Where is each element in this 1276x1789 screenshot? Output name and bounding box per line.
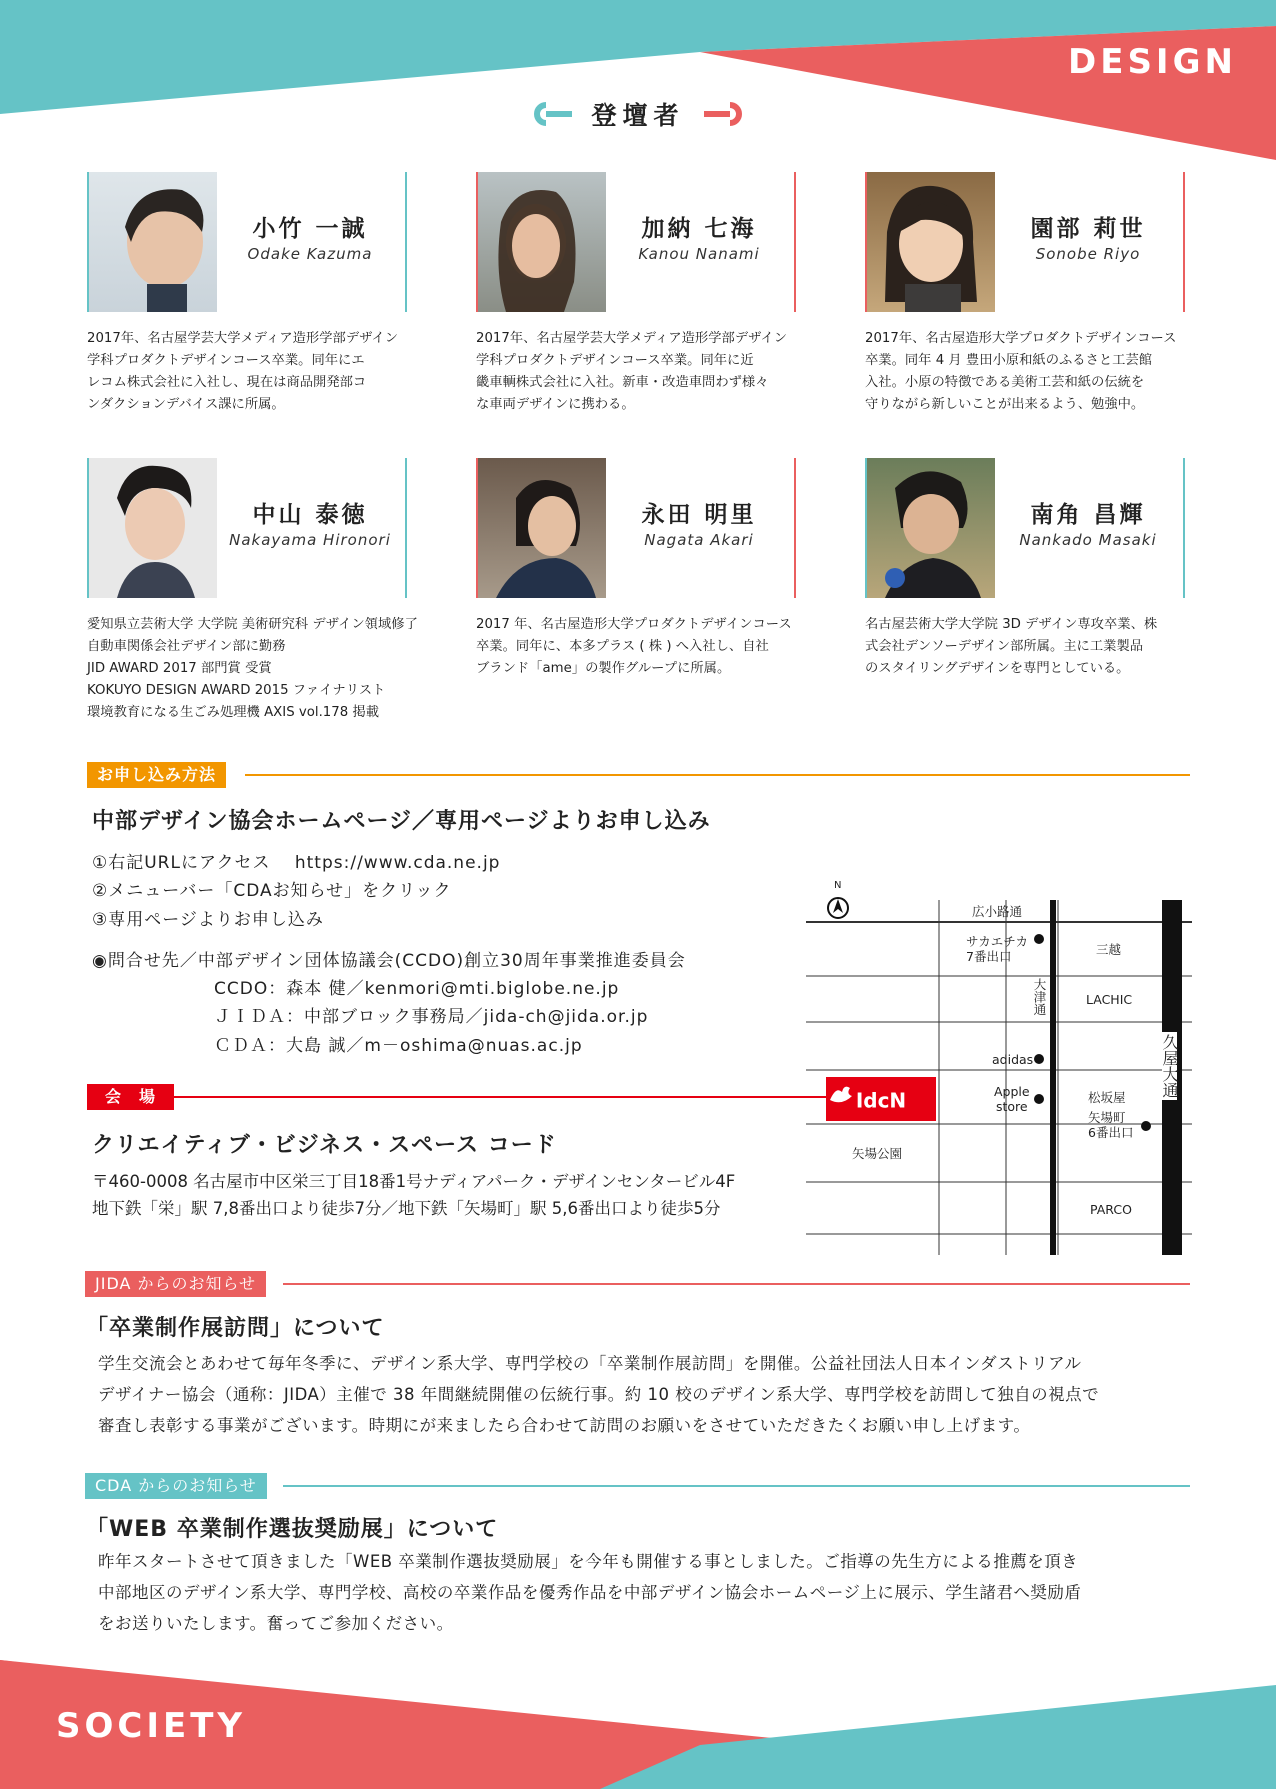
apply-step: ①右記URLにアクセス https://www.cda.ne.jp (92, 853, 501, 873)
apply-tag: お申し込み方法 (87, 762, 226, 788)
map-hirokoji: 広小路通 (972, 904, 1023, 919)
speaker-roman: Odake Kazuma (247, 245, 373, 263)
cda-tag: CDA からのお知らせ (85, 1473, 267, 1499)
brand-society: SOCIETY (56, 1706, 247, 1746)
contact-line: ＣＤＡ：大島 誠／m－oshima@nuas.ac.jp (214, 1036, 583, 1056)
venue-name: クリエイティブ・ビジネス・スペース コード (92, 1133, 557, 1158)
map-sakae-exit: サカエチカ 7番出口 (966, 934, 1029, 964)
map-adidas: adidas (992, 1052, 1034, 1067)
speaker-bio: 2017年、名古屋学芸大学メディア造形学部デザイン 学科プロダクトデザインコース卒業。同年にエ レコム株式会社に入社し、現在は商品開発部コ ンダクションデバイス課に所属。 (87, 331, 399, 412)
venue-address: 〒460-0008 名古屋市中区栄三丁目18番1号ナディアパーク・デザインセンタービル4F (92, 1172, 736, 1191)
speaker-name: 南角 昌輝 (1030, 502, 1146, 528)
speaker-name: 園部 莉世 (1030, 216, 1146, 242)
speaker-roman: Nankado Masaki (1019, 531, 1157, 549)
jida-body: 学生交流会とあわせて毎年冬季に、デザイン系大学、専門学校の「卒業制作展訪問」を開催。公益社団法人日本インダストリアル デザイナー協会（通称：JIDA）主催で 38 年間継続開催の伝統行事。約 10 校のデザイン系大学、専門学校を訪問して独自の視点で 審査し表彰する事業がございます。時期にが来ましたら合わせて訪問のお願いをさせていただきたくお願い申し上げます。 (98, 1354, 1100, 1435)
cda-heading: 「WEB 卒業制作選抜奨励展」について (86, 1517, 499, 1542)
speaker-bio: 愛知県立芸術大学 大学院 美術研究科 デザイン領域修了 自動車関係会社デザイン部に勤務 JID AWARD 2017 部門賞 受賞 KOKUYO DESIGN AWARD 2015 ファイナリスト 環境教育になる生ごみ処理機 AXIS vol.178 掲載 (87, 617, 418, 720)
speaker-bio: 名古屋芸術大学大学院 3D デザイン専攻卒業、株 式会社デンソーデザイン部所属。主に工業製品 のスタイリングデザインを専門としている。 (865, 617, 1158, 676)
map-yabacho-exit: 矢場町 6番出口 (1088, 1110, 1134, 1140)
map-north-label: N (834, 880, 842, 891)
contact-line: ＪＩＤＡ：中部ブロック事務局／jida-ch@jida.or.jp (214, 1007, 649, 1027)
speaker-roman: Nagata Akari (644, 531, 754, 549)
jida-tag: JIDA からのお知らせ (85, 1271, 266, 1297)
cda-body: 昨年スタートさせて頂きました「WEB 卒業制作選抜奨励展」を今年も開催する事としました。ご指導の先生方による推薦を頂き 中部地区のデザイン系大学、専門学校、高校の卒業作品を優秀作品を中部デザイン協会ホームページ上に展示、学生諸君へ奨励盾 をお送りいたします。奮ってご参加ください。 (98, 1552, 1082, 1633)
speaker-bio: 2017年、名古屋造形大学プロダクトデザインコース 卒業。同年 4 月 豊田小原和紙のふるさと工芸館 入社。小原の特徴である美術工芸和紙の伝統を 守りながら新しいことが出来るよう、勉強中。 (865, 331, 1177, 412)
speaker-name: 永田 明里 (641, 502, 757, 528)
contact-line: CCDO：森本 健／kenmori@mti.biglobe.ne.jp (214, 979, 620, 999)
map-apple: Apple store (994, 1084, 1030, 1114)
map-lachic: LACHIC (1086, 992, 1133, 1007)
map-matsuzakaya: 松坂屋 (1088, 1090, 1126, 1105)
speaker-bio: 2017 年、名古屋造形大学プロダクトデザインコース 卒業。同年に、本多プラス ( 株 ) へ入社し、自社 ブランド「ame」の製作グループに所属。 (476, 617, 792, 676)
jida-heading: 「卒業制作展訪問」について (86, 1316, 385, 1341)
venue-access: 地下鉄「栄」駅 7,8番出口より徒歩7分／地下鉄「矢場町」駅 5,6番出口より徒歩5分 (92, 1199, 721, 1218)
apply-heading: 中部デザイン協会ホームページ／専用ページよりお申し込み (92, 809, 711, 834)
speaker-roman: Kanou Nanami (638, 245, 760, 263)
section-title-text: 登壇者 (591, 101, 685, 130)
venue-tag: 会 場 (87, 1084, 174, 1110)
contact-heading: ◉問合せ先／中部デザイン団体協議会(CCDO)創立30周年事業推進委員会 (92, 951, 686, 971)
speaker-roman: Sonobe Riyo (1035, 245, 1141, 263)
speaker-roman: Nakayama Hironori (229, 531, 391, 549)
map-hisaya: 久屋大通 (1160, 1034, 1179, 1098)
map-yaba-park: 矢場公園 (852, 1146, 903, 1161)
idcn-logo: IdcN (828, 1082, 934, 1118)
speaker-name: 中山 泰徳 (252, 502, 368, 528)
map-parco: PARCO (1090, 1202, 1132, 1217)
speaker-bio: 2017年、名古屋学芸大学メディア造形学部デザイン 学科プロダクトデザインコース卒業。同年に近 畿車輌株式会社に入社。新車・改造車問わず様々 な車両デザインに携わる。 (476, 331, 788, 412)
apply-step: ③専用ページよりお申し込み (92, 910, 324, 930)
brand-design: DESIGN (1068, 42, 1237, 82)
map-mitsukoshi: 三越 (1096, 942, 1122, 957)
map-otsu: 大津通 (1032, 978, 1047, 1016)
speaker-name: 加納 七海 (641, 216, 757, 242)
apply-step: ②メニューバー「CDAお知らせ」をクリック (92, 881, 452, 901)
speaker-name: 小竹 一誠 (252, 216, 368, 242)
